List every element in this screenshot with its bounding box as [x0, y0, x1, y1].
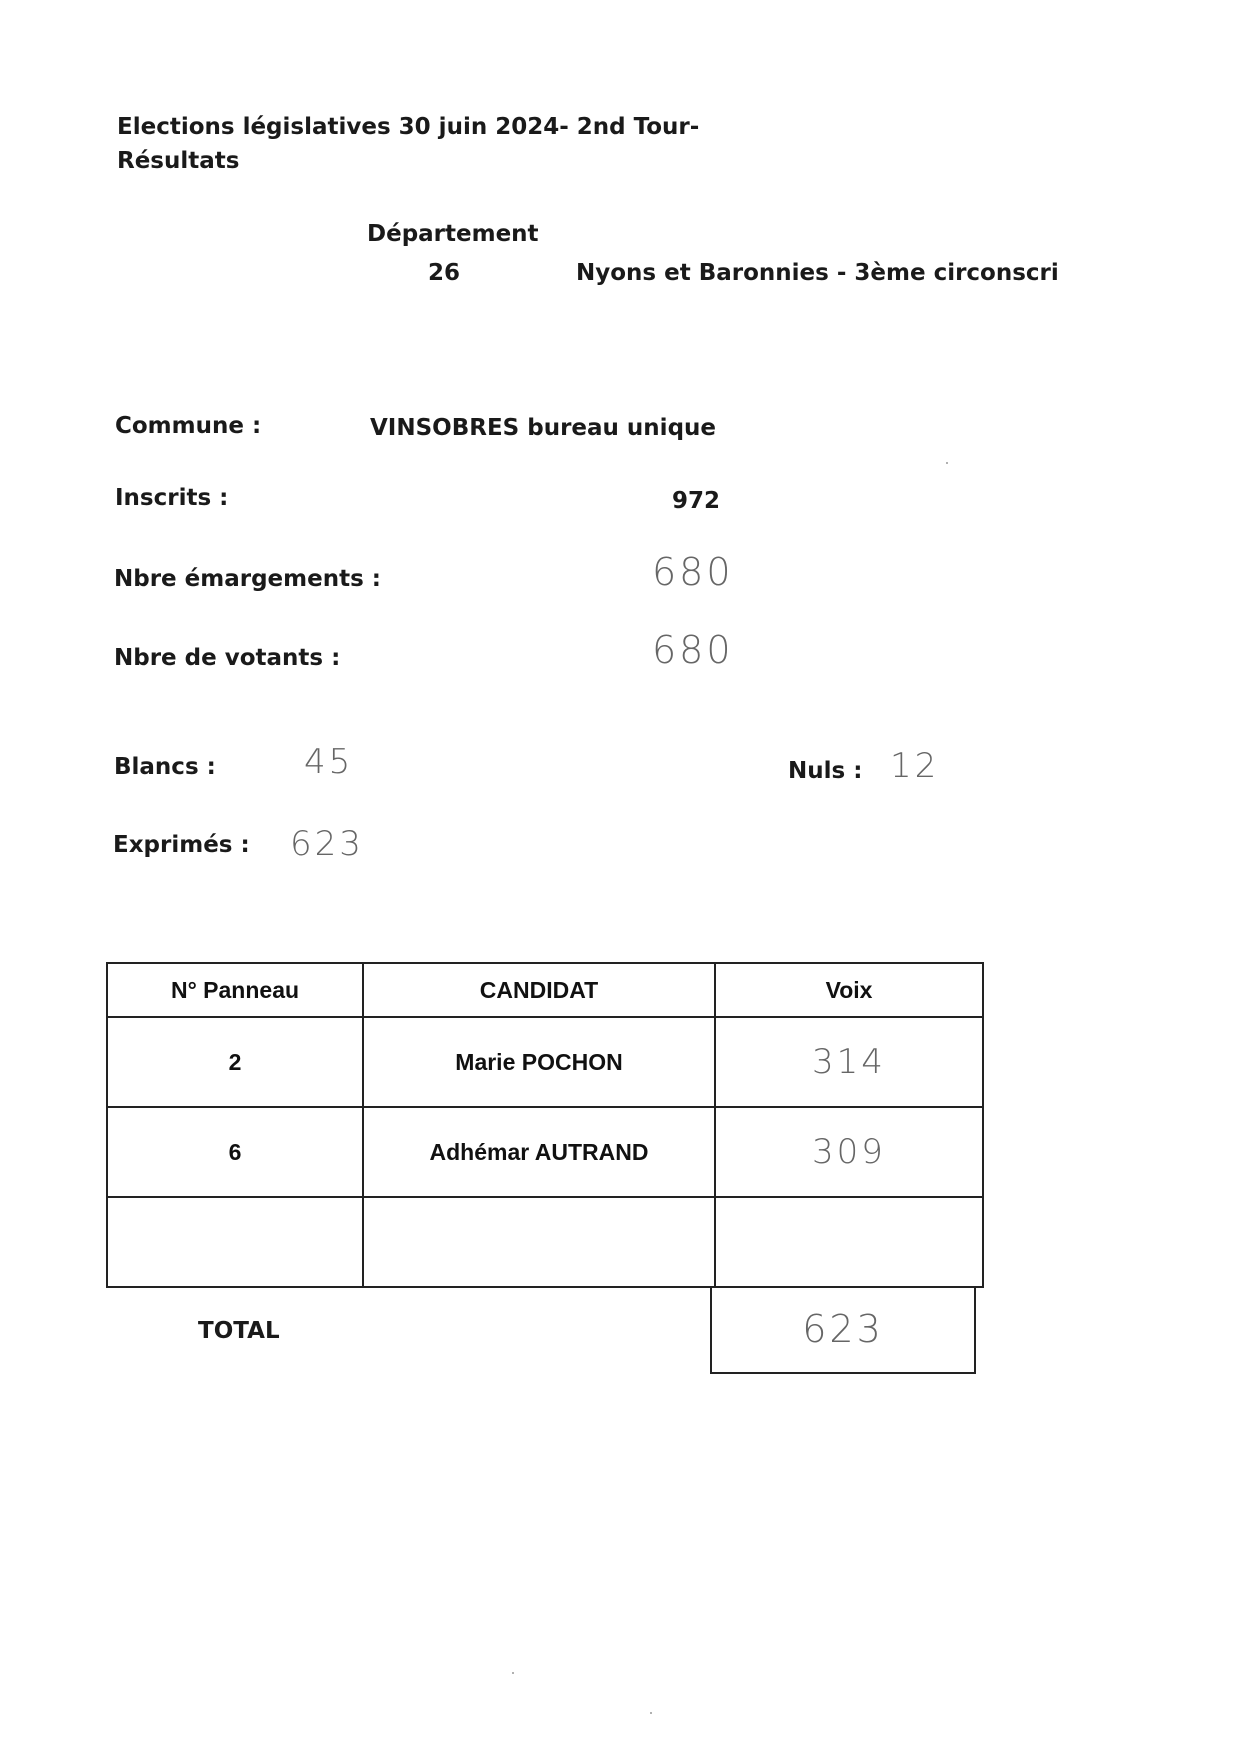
nuls-value: 12: [890, 746, 940, 786]
row-panneau: 2: [107, 1017, 363, 1107]
commune-label: Commune :: [115, 413, 262, 439]
row-panneau: [107, 1197, 363, 1287]
scan-speck: [512, 1672, 514, 1674]
total-value: 623: [802, 1307, 884, 1351]
row-panneau: 6: [107, 1107, 363, 1197]
nuls-label: Nuls :: [788, 758, 863, 784]
table-row: [107, 1197, 983, 1287]
blancs-label: Blancs :: [114, 754, 216, 780]
row-voix: 314: [715, 1017, 983, 1107]
inscrits-value: 972: [672, 488, 721, 514]
commune-value: VINSOBRES bureau unique: [370, 415, 716, 441]
document-title: Elections législatives 30 juin 2024- 2nd Tour-: [117, 114, 700, 140]
exprimes-value: 623: [290, 824, 364, 864]
scan-speck: [650, 1712, 652, 1714]
scan-speck: [946, 462, 948, 464]
total-label: TOTAL: [198, 1318, 280, 1344]
blancs-value: 45: [304, 742, 354, 782]
table-header-row: [107, 963, 983, 1017]
table-row: [107, 1017, 983, 1107]
document-subtitle: Résultats: [117, 148, 240, 174]
row-candidat: [363, 1197, 715, 1287]
header-voix: Voix: [715, 963, 983, 1017]
row-voix: 309: [715, 1107, 983, 1197]
results-table: [106, 962, 984, 1288]
emargements-value: 680: [652, 550, 734, 594]
circonscription-name: Nyons et Baronnies - 3ème circonscri: [576, 260, 1059, 286]
total-box: [710, 1286, 976, 1374]
departement-label: Département: [367, 221, 539, 247]
votants-label: Nbre de votants :: [114, 645, 341, 671]
row-voix: [715, 1197, 983, 1287]
table-row: [107, 1107, 983, 1197]
emargements-label: Nbre émargements :: [114, 566, 381, 592]
exprimes-label: Exprimés :: [113, 832, 250, 858]
inscrits-label: Inscrits :: [115, 485, 229, 511]
departement-number: 26: [428, 260, 461, 286]
votants-value: 680: [652, 628, 734, 672]
row-candidat: Marie POCHON: [363, 1017, 715, 1107]
row-candidat: Adhémar AUTRAND: [363, 1107, 715, 1197]
header-panneau: N° Panneau: [107, 963, 363, 1017]
header-candidat: CANDIDAT: [363, 963, 715, 1017]
